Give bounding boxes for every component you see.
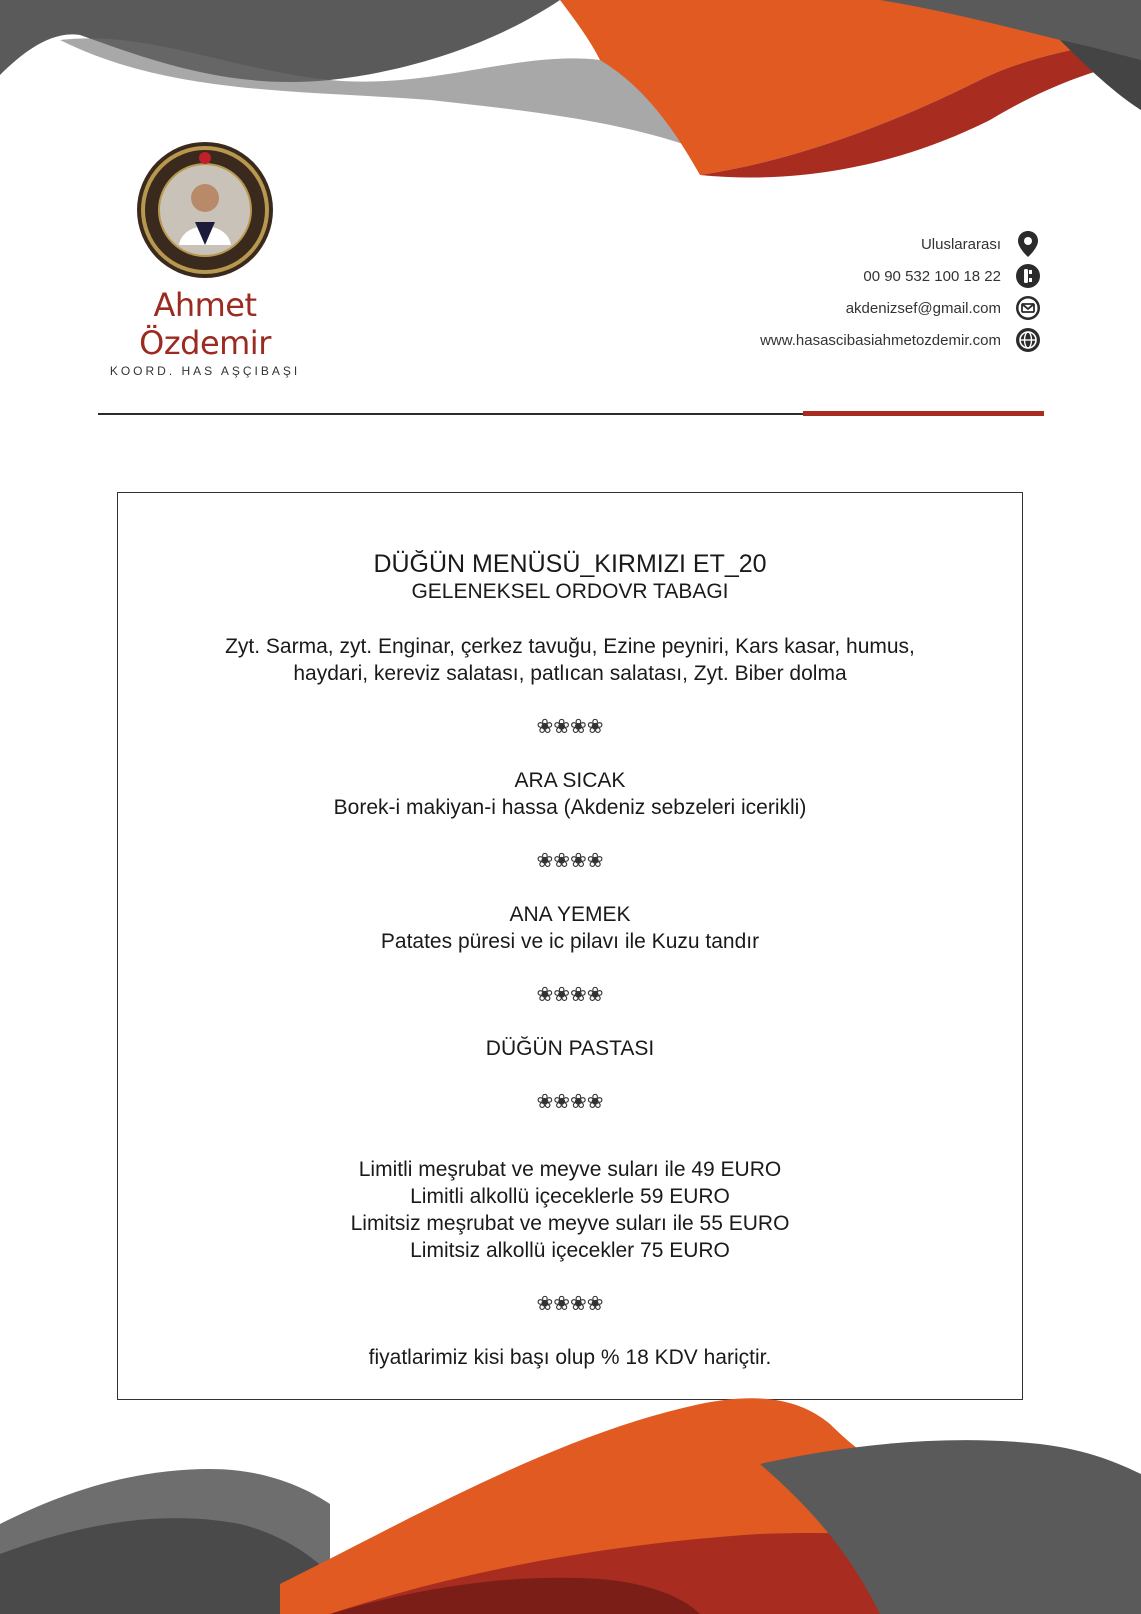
phone-icon (1015, 263, 1041, 289)
menu-box (117, 492, 1023, 1400)
section-heading-dugun-pastasi: DÜĞÜN PASTASI (485, 1037, 655, 1060)
contact-phone-text: 00 90 532 100 18 22 (863, 267, 1001, 285)
header-divider-accent (803, 411, 1044, 416)
contact-website-text: www.hasascibasiahmetozdemir.com (760, 331, 1001, 349)
price-line: Limitli alkollü içeceklerle 59 EURO (410, 1185, 730, 1208)
price-footnote: fiyatlarimiz kisi başı olup % 18 KDV hariçtir. (368, 1346, 772, 1369)
brand-role: KOORD. HAS AŞÇIBAŞI (109, 364, 301, 378)
header-divider (98, 413, 803, 415)
contact-list (621, 228, 1041, 356)
price-line: Limitsiz alkollü içecekler 75 EURO (410, 1239, 730, 1262)
ornament-divider: ❀❀❀❀ (536, 716, 604, 738)
section-heading-ana-yemek: ANA YEMEK (509, 903, 631, 926)
contact-email (621, 292, 1041, 324)
menu-title: DÜĞÜN MENÜSÜ_KIRMIZI ET_20 (373, 550, 767, 578)
brand-name: Ahmet Özdemir (139, 286, 271, 362)
ornament-divider: ❀❀❀❀ (536, 984, 604, 1006)
section-text-ana-yemek: Patates püresi ve ic pilavı ile Kuzu tandır (380, 930, 760, 953)
menu-subtitle: GELENEKSEL ORDOVR TABAGI (411, 580, 729, 603)
ornament-divider: ❀❀❀❀ (536, 850, 604, 872)
contact-location-text: Uluslararası (920, 235, 1001, 253)
ornament-divider: ❀❀❀❀ (536, 1091, 604, 1113)
chef-seal-logo (135, 140, 275, 280)
contact-location (621, 228, 1041, 260)
contact-website (621, 324, 1041, 356)
contact-email-text: akdenizsef@gmail.com (845, 299, 1001, 317)
price-line: Limitsiz meşrubat ve meyve suları ile 55 EURO (350, 1212, 790, 1235)
footer-decoration (0, 1374, 1141, 1614)
contact-phone (621, 260, 1041, 292)
section-heading-ara-sicak: ARA SICAK (514, 769, 626, 792)
brand-block (90, 140, 320, 378)
price-line: Limitli meşrubat ve meyve suları ile 49 EURO (358, 1158, 782, 1181)
starter-line-1: Zyt. Sarma, zyt. Enginar, çerkez tavuğu, Ezine peyniri, Kars kasar, humus, (225, 635, 915, 658)
location-pin-icon (1015, 231, 1041, 257)
globe-icon (1015, 327, 1041, 353)
starter-line-2: haydari, kereviz salatası, patlıcan salatası, Zyt. Biber dolma (293, 662, 847, 685)
ornament-divider: ❀❀❀❀ (536, 1293, 604, 1315)
mail-icon (1015, 295, 1041, 321)
section-text-ara-sicak: Borek-i makiyan-i hassa (Akdeniz sebzeleri icerikli) (333, 796, 807, 819)
